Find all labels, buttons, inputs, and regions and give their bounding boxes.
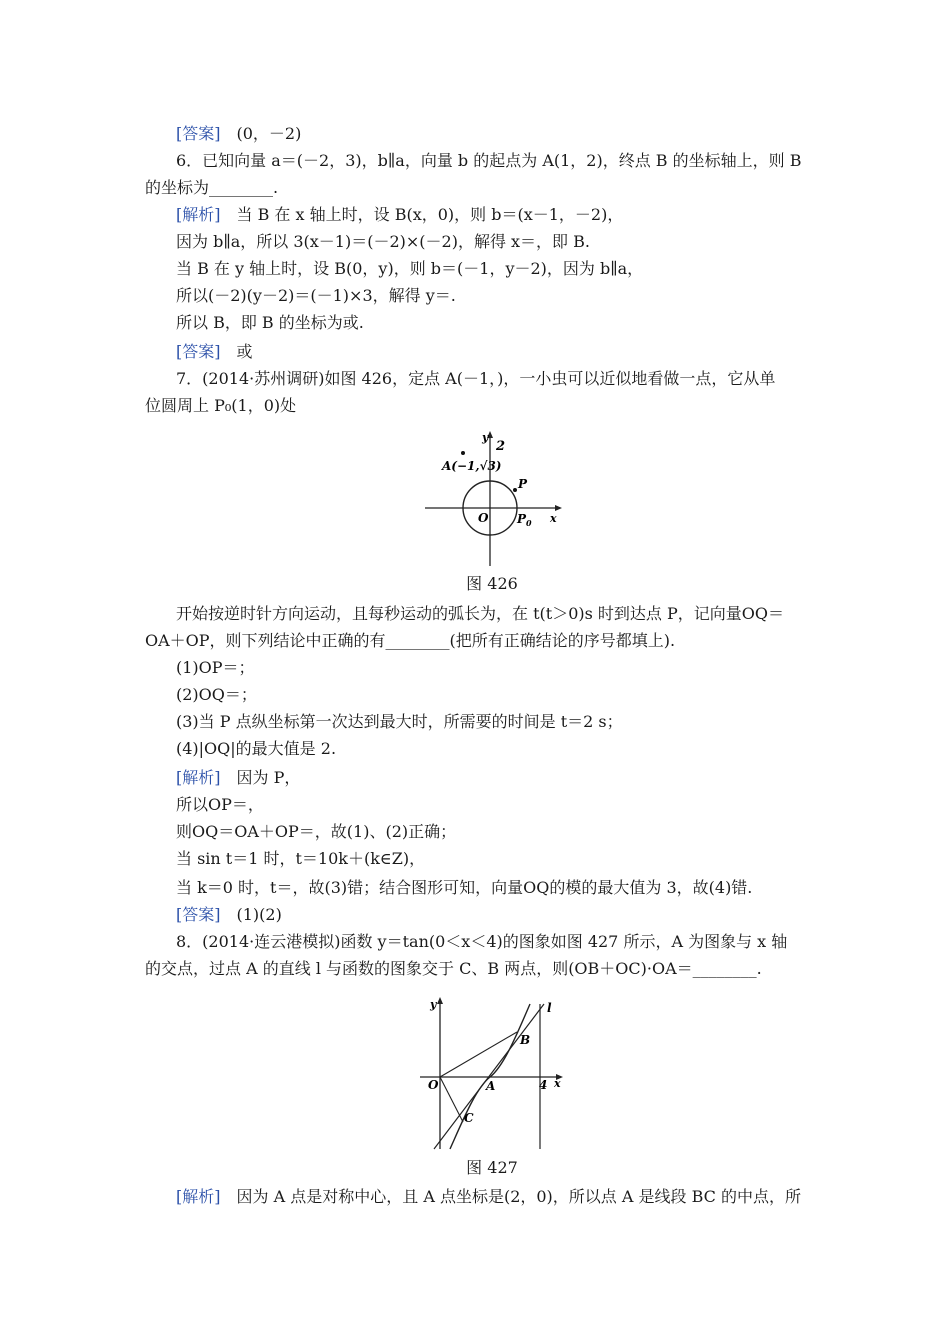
question-6-line-1: 6．已知向量 a＝(－2，3)，b∥a，向量 b 的起点为 A(1，2)，终点 B 的坐标轴上，则 B	[176, 151, 802, 170]
analysis-q7-line-4: 当 sin t＝1 时，t＝10k＋(k∈Z)，	[176, 849, 426, 868]
answer-tag: [答案]	[176, 124, 221, 143]
x-axis-arrow	[555, 505, 562, 511]
x-axis-label: x	[554, 1077, 561, 1090]
y-axis-arrow	[437, 997, 443, 1004]
tangent-graph-diagram	[418, 992, 568, 1152]
option-1: (1)OP＝；	[176, 658, 255, 677]
question-8-line-2: 的交点，过点 A 的直线 l 与函数的图象交于 C、B 两点，则(OB＋OC)·OA＝________.	[145, 959, 762, 978]
origin-label: O	[478, 511, 489, 525]
point-P-label: P	[518, 477, 528, 491]
figure-427-caption: 图 427	[466, 1158, 518, 1177]
analysis-tag: [解析]	[176, 768, 221, 787]
analysis-q6-line-4: 所以(－2)(y－2)＝(－1)×3，解得 y＝.	[176, 286, 456, 305]
analysis-q6-line-2: 因为 b∥a，所以 3(x－1)＝(－2)×(－2)，解得 x＝，即 B.	[176, 232, 590, 251]
analysis-line-q7: [解析] 因为 P，	[176, 768, 301, 787]
analysis-line-q6: [解析] 当 B 在 x 轴上时，设 B(x，0)，则 b＝(x－1，－2)，	[176, 205, 624, 224]
unit-circle-diagram	[420, 428, 570, 568]
question-7-line-1: 7．(2014·苏州调研)如图 426，定点 A(－1，)，一小虫可以近似地看做一点，它从单	[176, 369, 776, 388]
x-axis-label: x	[550, 512, 557, 525]
analysis-tag: [解析]	[176, 205, 221, 224]
answer-line-q7: [答案] (1)(2)	[176, 905, 282, 924]
y-axis-label: y	[430, 998, 437, 1011]
analysis-q7-line-3: 则OQ＝OA＋OP＝，故(1)、(2)正确；	[176, 822, 457, 841]
figure-427	[418, 992, 568, 1152]
question-7-line-4: OA＋OP，则下列结论中正确的有________(把所有正确结论的序号都填上).	[145, 631, 676, 650]
analysis-q7-line-5: 当 k＝0 时，t＝，故(3)错；结合图形可知，向量OQ的模的最大值为 3，故(4)错.	[176, 878, 753, 897]
point-P	[513, 488, 517, 492]
answer-line-q6: [答案] 或	[176, 342, 253, 361]
origin-label: O	[428, 1078, 439, 1092]
option-3: (3)当 P 点纵坐标第一次达到最大时，所需要的时间是 t＝2 s；	[176, 712, 623, 731]
analysis-line-q8: [解析] 因为 A 点是对称中心，且 A 点坐标是(2，0)，所以点 A 是线段 BC 的中点，所	[176, 1187, 801, 1206]
analysis-tag: [解析]	[176, 1187, 221, 1206]
point-P0-label: P	[517, 512, 527, 526]
answer-tag: [答案]	[176, 342, 221, 361]
question-6-line-2: 的坐标为________.	[145, 178, 279, 197]
point-P0-subscript: 0	[526, 518, 532, 528]
figure-426	[420, 428, 570, 568]
y-axis-label: y	[482, 431, 489, 444]
point-A-label: A	[486, 1079, 496, 1093]
tick-2-label: 2	[496, 439, 506, 454]
analysis-q7-line-2: 所以OP＝，	[176, 795, 264, 814]
answer-tag: [答案]	[176, 905, 221, 924]
segment-OC	[440, 1077, 463, 1122]
analysis-q6-line-5: 所以 B，即 B 的坐标为或.	[176, 313, 364, 332]
figure-426-caption: 图 426	[466, 574, 518, 593]
tick-4-label: 4	[539, 1078, 548, 1092]
line-l-label: l	[547, 1001, 552, 1015]
question-7-line-2: 位圆周上 P₀(1，0)处	[145, 396, 297, 415]
answer-line-q5: [答案] (0，－2)	[176, 124, 302, 143]
point-C-label: C	[464, 1111, 474, 1125]
point-A	[461, 451, 465, 455]
point-B-label: B	[520, 1033, 531, 1047]
question-8-line-1: 8．(2014·连云港模拟)函数 y＝tan(0＜x＜4)的图象如图 427 所示，A 为图象与 x 轴	[176, 932, 788, 951]
question-7-line-3: 开始按逆时针方向运动，且每秒运动的弧长为，在 t(t＞0)s 时到达点 P，记向量OQ＝	[176, 604, 784, 623]
option-2: (2)OQ＝；	[176, 685, 257, 704]
analysis-q6-line-3: 当 B 在 y 轴上时，设 B(0，y)，则 b＝(－1，y－2)，因为 b∥a，	[176, 259, 644, 278]
point-A-label: A(−1,√3)	[442, 459, 502, 473]
option-4: (4)|OQ|的最大值是 2.	[176, 739, 337, 758]
